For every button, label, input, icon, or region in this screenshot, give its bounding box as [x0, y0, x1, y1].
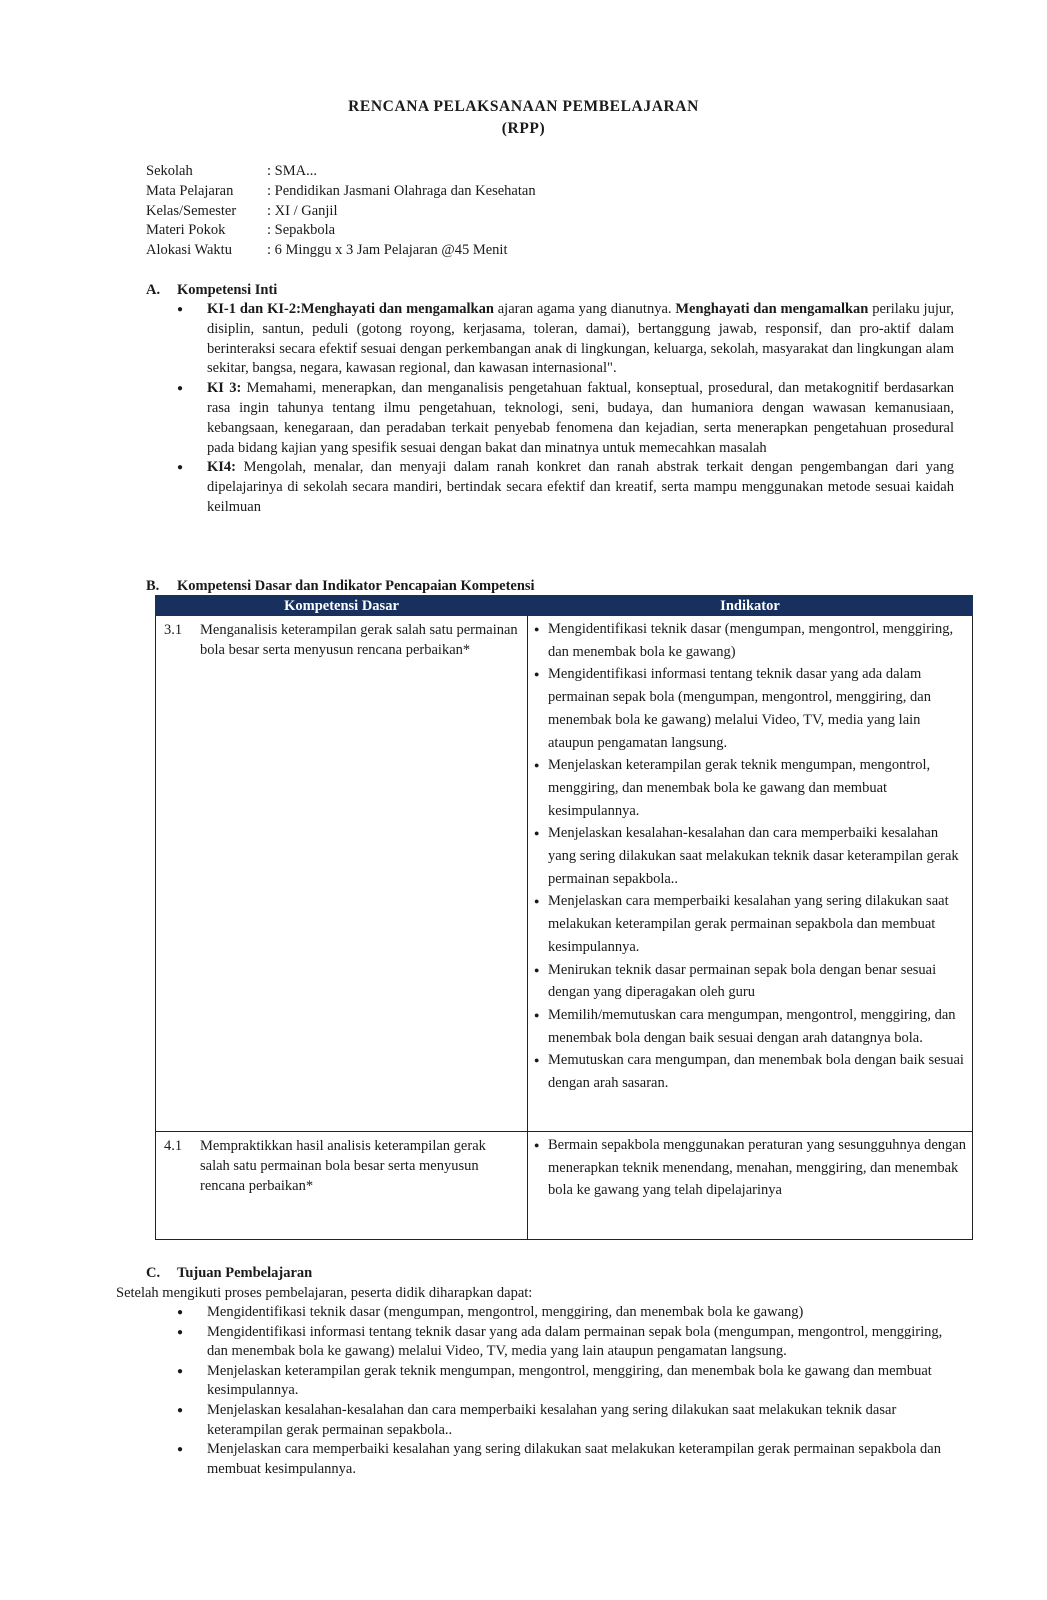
- objectives-list: [176, 1303, 946, 1479]
- list-item: ● Menirukan teknik dasar permainan sepak bola dengan benar sesuai dengan yang diperagakan oleh guru: [548, 959, 966, 1004]
- table-row: [156, 1132, 973, 1240]
- ki-label: KI4:: [207, 459, 236, 476]
- ki-item-4: [176, 458, 954, 517]
- list-item: ● Menjelaskan cara memperbaiki kesalahan yang sering dilakukan saat melakukan keterampilan gerak permainan sepakbola dan membuat kesimpulannya.: [176, 1440, 946, 1479]
- competency-table: [155, 595, 973, 1240]
- ki-item-1: [176, 300, 954, 379]
- list-item: ● Menjelaskan kesalahan-kesalahan dan cara memperbaiki kesalahan yang sering dilakukan saat melakukan teknik dasar keterampilan gerak permainan sepakbola..: [548, 822, 966, 890]
- section-letter: C.: [146, 1265, 161, 1281]
- ki-text: Mengolah, menalar, dan menyaji dalam ranah konkret dan ranah abstrak terkait dengan pengembangan dari yang dipelajarinya di sekolah secara mandiri, bertindak secara efektif dan kreatif, serta mampu menggunakan metode sesuai kaidah keilmuan: [207, 459, 954, 515]
- list-item: ● Memutuskan cara mengumpan, dan menembak bola dengan baik sesuai dengan arah sasaran.: [548, 1049, 966, 1094]
- list-item: ● Mengidentifikasi informasi tentang teknik dasar yang ada dalam permainan sepak bola (mengumpan, mengontrol, menggiring, dan menembak bola ke gawang) melalui Video, TV, media yang lain ataupun pengamatan langsung.: [548, 663, 966, 754]
- identity-label: Sekolah: [146, 163, 193, 179]
- section-c-heading: [146, 1263, 312, 1283]
- ki-text: Memahami, menerapkan, dan menganalisis pengetahuan faktual, konseptual, prosedural, dan metakognitif berdasarkan rasa ingin tahunya tentang ilmu pengetahuan, teknologi, seni, budaya, dan humaniora dengan wawasan kemanusiaan, kebangsaan, kenegaraan, dan peradaban terkait penyebab fenomena dan kejadian, serta menerapkan pengetahuan prosedural pada bidang kajian yang spesifik sesuai dengan bakat dan minatnya untuk memecahkan masalah: [207, 380, 954, 456]
- kompetensi-inti-list: [176, 300, 954, 518]
- identity-value: : Sepakbola: [267, 222, 336, 238]
- list-item: ● Menjelaskan kesalahan-kesalahan dan cara memperbaiki kesalahan yang sering dilakukan saat melakukan teknik dasar keterampilan gerak permainan sepakbola..: [176, 1401, 946, 1440]
- indicator-cell: [528, 616, 973, 1132]
- identity-value: : 6 Minggu x 3 Jam Pelajaran @45 Menit: [267, 242, 508, 258]
- identity-value: : Pendidikan Jasmani Olahraga dan Kesehatan: [267, 183, 536, 199]
- table-header-row: [156, 596, 973, 616]
- kd-number: 3.1: [164, 622, 183, 638]
- section-letter: B.: [146, 578, 160, 594]
- document-title: RENCANA PELAKSANAAN PEMBELAJARAN: [348, 98, 699, 115]
- list-item: ● Menjelaskan cara memperbaiki kesalahan yang sering dilakukan saat melakukan keterampilan gerak permainan sepakbola dan membuat kesimpulannya.: [548, 890, 966, 958]
- identity-label: Mata Pelajaran: [146, 183, 234, 199]
- section-title: Kompetensi Dasar dan Indikator Pencapaian Kompetensi: [177, 578, 535, 594]
- list-item: ● Mengidentifikasi informasi tentang teknik dasar yang ada dalam permainan sepak bola (mengumpan, mengontrol, menggiring, dan menembak bola ke gawang) melalui Video, TV, media yang lain ataupun pengamatan langsung.: [176, 1323, 946, 1362]
- section-title: Kompetensi Inti: [177, 282, 278, 298]
- list-item: ● Mengidentifikasi teknik dasar (mengumpan, mengontrol, menggiring, dan menembak bola ke gawang): [548, 618, 966, 663]
- ki-text: ajaran agama yang dianutnya.: [493, 301, 676, 317]
- ki-label: KI-1 dan KI-2:Menghayati dan mengamalkan: [207, 301, 494, 317]
- ki-emphasis: Menghayati dan mengamalkan: [675, 301, 869, 317]
- ki-text: perilaku jujur, disiplin, santun, peduli (gotong royong, kerjasama, toleran, damai), bertanggung jawab, responsif, dan pro-aktif dalam berinteraksi secara efektif sesuai dengan perkembangan anak di lingkungan, keluarga, sekolah, masyarakat dan lingkungan alam sekitar, bangsa, negara, kawasan regional, dan kawasan internasional".: [207, 301, 954, 377]
- header-indikator: Indikator: [528, 596, 973, 616]
- objectives-intro: Setelah mengikuti proses pembelajaran, peserta didik diharapkan dapat:: [116, 1285, 533, 1301]
- kd-text: Mempraktikkan hasil analisis keterampilan gerak salah satu permainan bola besar serta menyusun rencana perbaikan*: [200, 1138, 486, 1194]
- table-row: [156, 616, 973, 1132]
- kd-cell: [156, 616, 528, 1132]
- identity-label: Alokasi Waktu: [146, 242, 232, 258]
- list-item: ● Memilih/memutuskan cara mengumpan, mengontrol, menggiring, dan menembak bola dengan baik sesuai dengan arah datangnya bola.: [548, 1004, 966, 1049]
- header-kompetensi-dasar: Kompetensi Dasar: [156, 596, 528, 616]
- identity-label: Materi Pokok: [146, 222, 226, 238]
- identity-row-subject: [146, 181, 536, 201]
- list-item: ● Menjelaskan keterampilan gerak teknik mengumpan, mengontrol, menggiring, dan menembak bola ke gawang dan membuat kesimpulannya.: [176, 1362, 946, 1401]
- ki-item-3: [176, 379, 954, 458]
- section-b-heading: [146, 576, 535, 596]
- indicator-list: [528, 616, 972, 1103]
- kd-cell: [156, 1132, 528, 1240]
- document-subtitle: (RPP): [501, 120, 546, 137]
- identity-row-school: [146, 161, 317, 181]
- identity-value: : XI / Ganjil: [267, 203, 338, 219]
- indicator-cell: [528, 1132, 973, 1240]
- indicator-list: [528, 1132, 972, 1210]
- list-item: ● Mengidentifikasi teknik dasar (mengumpan, mengontrol, menggiring, dan menembak bola ke gawang): [176, 1303, 946, 1323]
- identity-row-class: [146, 201, 337, 221]
- kd-number: 4.1: [164, 1138, 183, 1154]
- section-a-heading: [146, 280, 277, 300]
- list-item: ● Bermain sepakbola menggunakan peraturan yang sesungguhnya dengan menerapkan teknik menendang, menahan, menggiring, dan menembak bola ke gawang yang telah dipelajarinya: [548, 1134, 966, 1202]
- section-letter: A.: [146, 282, 161, 298]
- ki-label: KI 3:: [207, 380, 242, 397]
- section-title: Tujuan Pembelajaran: [177, 1265, 313, 1281]
- identity-row-time: [146, 240, 508, 260]
- identity-value: : SMA...: [267, 163, 317, 179]
- kd-text: Menganalisis keterampilan gerak salah satu permainan bola besar serta menyusun rencana perbaikan*: [200, 622, 518, 658]
- identity-row-topic: [146, 220, 335, 240]
- list-item: ● Menjelaskan keterampilan gerak teknik mengumpan, mengontrol, menggiring, dan menembak bola ke gawang dan membuat kesimpulannya.: [548, 754, 966, 822]
- identity-label: Kelas/Semester: [146, 203, 237, 219]
